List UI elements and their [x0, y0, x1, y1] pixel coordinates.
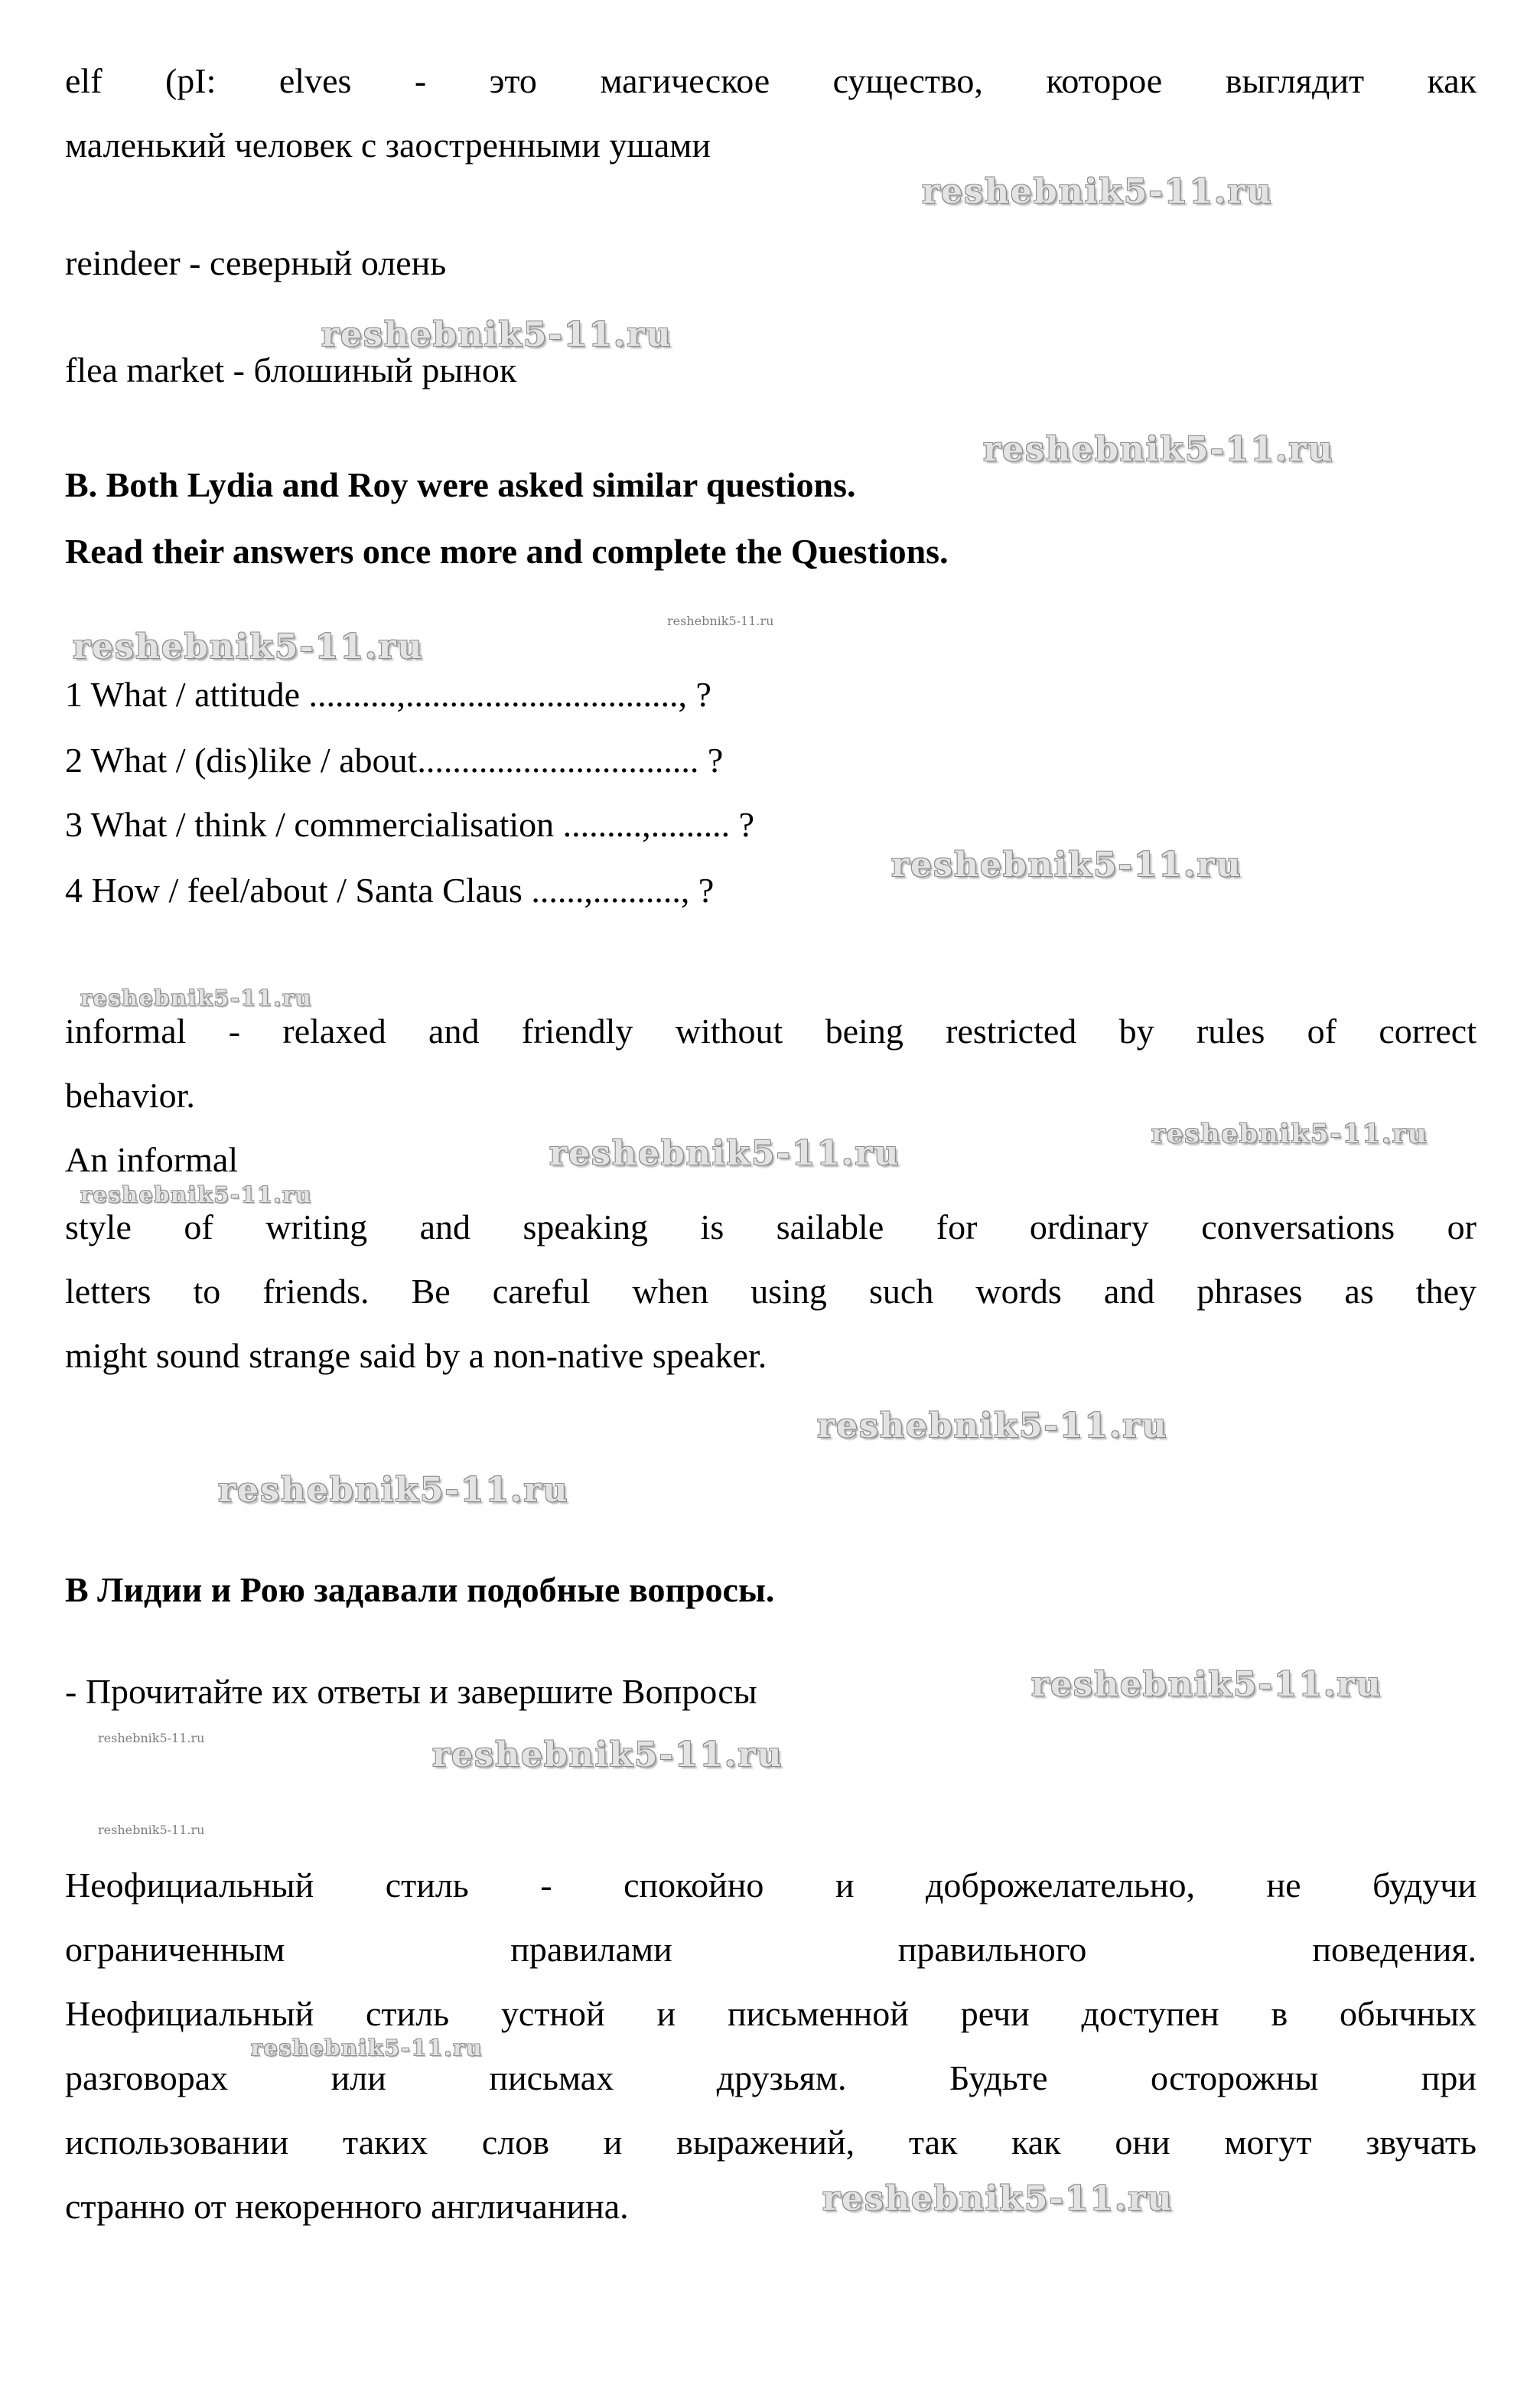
russian-para-line4: разговорах или письмах друзьям. Будьте осторожны при: [65, 2058, 1477, 2097]
watermark: reshebnik5-11.ru: [891, 846, 1242, 885]
watermark: reshebnik5-11.ru: [98, 1823, 205, 1837]
russian-subheading: - Прочитайте их ответы и завершите Вопросы: [65, 1672, 757, 1711]
informal-def-line4: style of writing and speaking is sailable for ordinary conversations or: [65, 1207, 1477, 1246]
watermark: reshebnik5-11.ru: [251, 2035, 483, 2061]
russian-para-line3: Неофициальный стиль устной и письменной речи доступен в обычных: [65, 1994, 1477, 2033]
watermark: reshebnik5-11.ru: [983, 430, 1334, 469]
russian-para-line2: ограниченным правилами правильного поведения.: [65, 1930, 1477, 1969]
question-4: 4 How / feel/about / Santa Claus ......,.........., ?: [65, 871, 715, 910]
watermark: reshebnik5-11.ru: [1031, 1665, 1382, 1704]
russian-para-line1: Неофициальный стиль - спокойно и доброжелательно, не будучи: [65, 1865, 1477, 1905]
watermark: reshebnik5-11.ru: [80, 1182, 313, 1207]
watermark: reshebnik5-11.ru: [432, 1735, 783, 1774]
vocab-elf-line1: elf (pI: elves - это магическое существо, которое выглядит как: [65, 61, 1477, 100]
question-1: 1 What / attitude ..........,..............................., ?: [65, 675, 711, 714]
vocab-flea-market: flea market - блошиный рынок: [65, 350, 517, 389]
task-b-heading-line1: B. Both Lydia and Roy were asked similar questions.: [65, 465, 856, 504]
russian-para-line6: странно от некоренного англичанина.: [65, 2187, 629, 2226]
watermark: reshebnik5-11.ru: [922, 172, 1273, 211]
watermark: reshebnik5-11.ru: [1151, 1119, 1428, 1149]
vocab-elf-line2: маленький человек с заостренными ушами: [65, 125, 711, 165]
watermark: reshebnik5-11.ru: [667, 614, 774, 628]
watermark: reshebnik5-11.ru: [817, 1406, 1168, 1445]
informal-def-line2: behavior.: [65, 1076, 195, 1115]
informal-def-line1: informal - relaxed and friendly without being restricted by rules of correct: [65, 1012, 1477, 1051]
task-b-heading-line2: Read their answers once more and complete the Questions.: [65, 532, 949, 571]
question-2: 2 What / (dis)like / about................................ ?: [65, 741, 724, 780]
watermark: reshebnik5-11.ru: [321, 315, 672, 354]
informal-def-line3: An informal: [65, 1140, 239, 1179]
russian-heading: В Лидии и Рою задавали подобные вопросы.: [65, 1570, 775, 1609]
watermark: reshebnik5-11.ru: [80, 986, 313, 1011]
informal-def-line5: letters to friends. Be careful when using such words and phrases as they: [65, 1272, 1477, 1311]
vocab-reindeer: reindeer - северный олень: [65, 243, 447, 282]
watermark: reshebnik5-11.ru: [98, 1731, 205, 1745]
watermark: reshebnik5-11.ru: [218, 1471, 569, 1510]
watermark: reshebnik5-11.ru: [822, 2179, 1174, 2218]
watermark: reshebnik5-11.ru: [549, 1134, 900, 1173]
watermark: reshebnik5-11.ru: [73, 627, 424, 666]
question-3: 3 What / think / commercialisation .........,......... ?: [65, 805, 755, 844]
informal-def-line6: might sound strange said by a non-native speaker.: [65, 1336, 767, 1375]
russian-para-line5: использовании таких слов и выражений, так как они могут звучать: [65, 2123, 1477, 2162]
